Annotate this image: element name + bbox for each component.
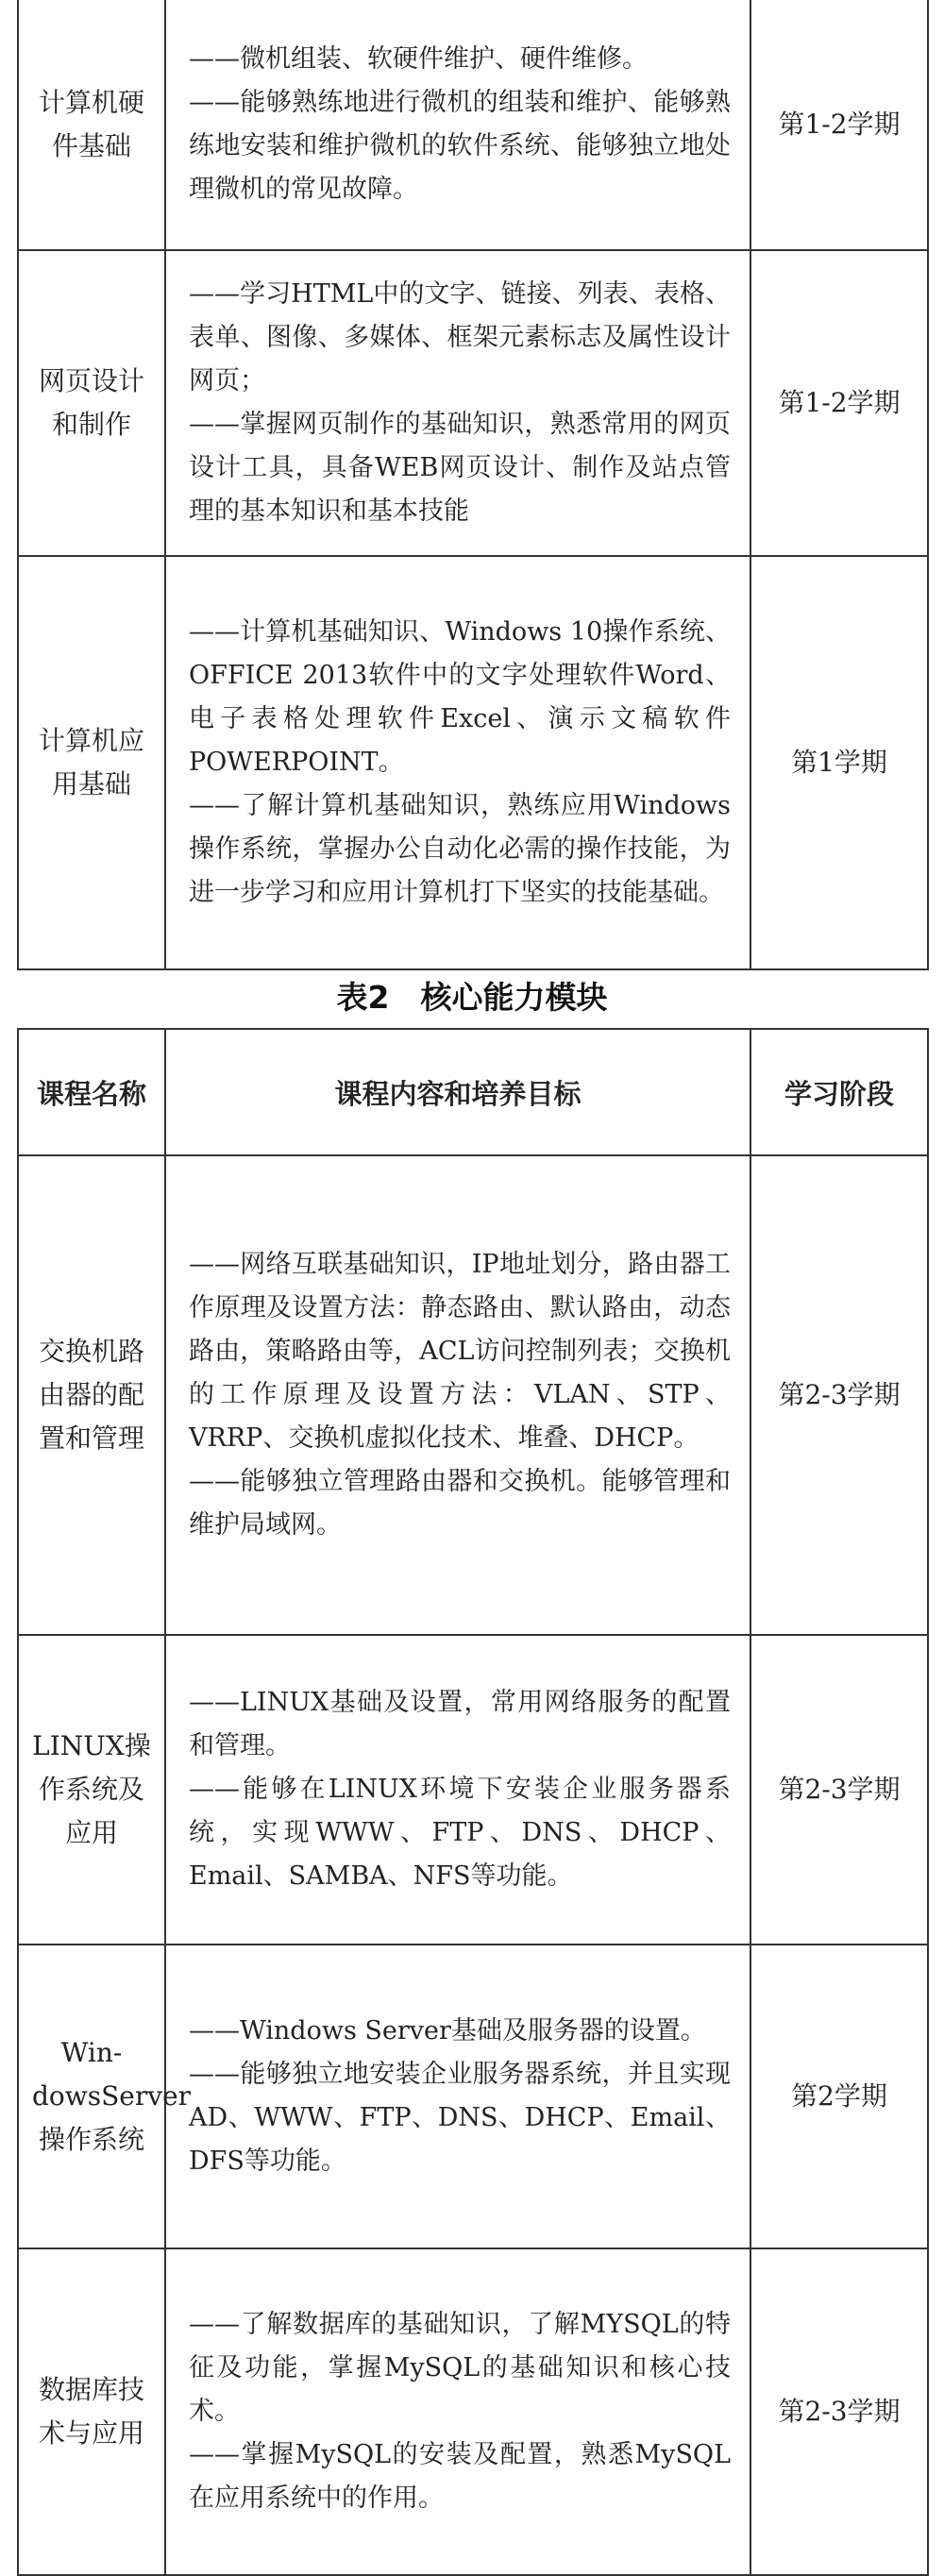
course-name: 计算机应用基础 [18, 556, 165, 969]
table-row [18, 1945, 928, 2248]
course-content [165, 556, 750, 969]
content-line: ——微机组装、软硬件维护、硬件维修。 [189, 44, 648, 74]
course-content [165, 2248, 750, 2575]
content-line: ——计算机基础知识、Windows 10操作系统、OFFICE 2013软件中的文字处理软件Word、电子表格处理软件Excel、演示文稿软件POWERPOINT。 [189, 617, 731, 777]
header-study-stage: 学习阶段 [750, 1029, 928, 1155]
content-line: ——网络互联基础知识，IP地址划分，路由器工作原理及设置方法：静态路由、默认路由，动态路由，策略路由等，ACL访问控制列表；交换机的工作原理及设置方法：VLAN、STP、VRRP、交换机虚拟化技术、堆叠、DHCP。 [189, 1250, 731, 1453]
table-row [18, 2248, 928, 2575]
course-name: Win-dowsServer操作系统 [18, 1945, 165, 2248]
content-line: ——LINUX基础及设置，常用网络服务的配置和管理。 [189, 1688, 731, 1760]
content-line: ——掌握MySQL的安装及配置，熟悉MySQL在应用系统中的作用。 [189, 2440, 731, 2513]
table-row [18, 1155, 928, 1635]
content-line: ——了解数据库的基础知识，了解MYSQL的特征及功能，掌握MySQL的基础知识和核心技术。 [189, 2310, 731, 2426]
table-computer-basics [17, 0, 929, 970]
table-core-abilities [17, 1028, 929, 2576]
study-stage: 第2-3学期 [750, 2248, 928, 2575]
content-line: ——能够独立地安装企业服务器系统，并且实现AD、WWW、FTP、DNS、DHCP、Email、DFS等功能。 [189, 2060, 731, 2176]
table-row [18, 250, 928, 556]
study-stage: 第2学期 [750, 1945, 928, 2248]
course-name: 网页设计和制作 [18, 250, 165, 556]
content-line: ——掌握网页制作的基础知识，熟悉常用的网页设计工具，具备WEB网页设计、制作及站点管理的基本知识和基本技能 [189, 410, 731, 526]
course-content [165, 250, 750, 556]
course-content [165, 1155, 750, 1635]
study-stage: 第2-3学期 [750, 1635, 928, 1945]
content-line: ——能够在LINUX环境下安装企业服务器系统，实现WWW、FTP、DNS、DHCP、Email、SAMBA、NFS等功能。 [189, 1775, 731, 1891]
study-stage: 第1-2学期 [750, 250, 928, 556]
course-name: 计算机硬件基础 [18, 0, 165, 250]
course-content [165, 1945, 750, 2248]
content-line: ——能够熟练地进行微机的组装和维护、能够熟练地安装和维护微机的软件系统、能够独立地处理微机的常见故障。 [189, 88, 731, 204]
table-title: 表2 核心能力模块 [336, 979, 608, 1016]
study-stage: 第2-3学期 [750, 1155, 928, 1635]
study-stage: 第1-2学期 [750, 0, 928, 250]
course-content [165, 0, 750, 250]
study-stage: 第1学期 [750, 556, 928, 969]
table-row [18, 556, 928, 969]
course-name: 交换机路由器的配置和管理 [18, 1155, 165, 1635]
header-course-content: 课程内容和培养目标 [165, 1029, 750, 1155]
course-name: LINUX操作系统及应用 [18, 1635, 165, 1945]
course-name: 数据库技术与应用 [18, 2248, 165, 2575]
course-content [165, 1635, 750, 1945]
header-course-name: 课程名称 [18, 1029, 165, 1155]
table-row [18, 1635, 928, 1945]
content-line: ——能够独立管理路由器和交换机。能够管理和维护局域网。 [189, 1467, 731, 1540]
content-line: ——Windows Server基础及服务器的设置。 [189, 2016, 706, 2046]
table-row [18, 0, 928, 250]
table-header-row [18, 1029, 928, 1155]
content-line: ——了解计算机基础知识，熟练应用Windows操作系统，掌握办公自动化必需的操作技能，为进一步学习和应用计算机打下坚实的技能基础。 [189, 791, 731, 907]
content-line: ——学习HTML中的文字、链接、列表、表格、表单、图像、多媒体、框架元素标志及属性设计网页； [189, 279, 731, 396]
